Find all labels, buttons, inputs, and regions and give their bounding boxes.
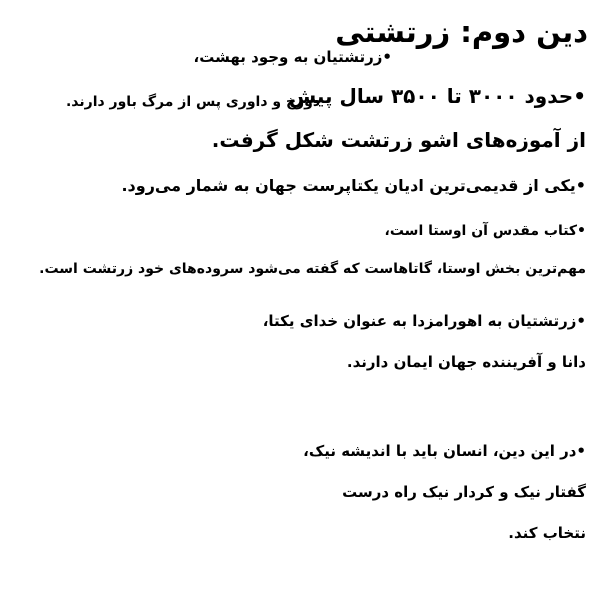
- page-title: دین دوم: زرتشتی: [335, 15, 588, 49]
- line-good-2: گفتار نیک و کردار نیک راه درست: [342, 483, 586, 501]
- line-holy-book: •کتاب مقدس آن اوستا است،: [384, 223, 586, 239]
- line-age: •حدود ۳۰۰۰ تا ۳۵۰۰ سال پیش: [288, 84, 586, 108]
- line-heaven-belief: •زرتشتیان به وجود بهشت،: [193, 48, 392, 66]
- line-ahura-mazda-1: •زرتشتیان به اهورامزدا به عنوان خدای یکتا،: [262, 312, 586, 330]
- line-oldest-monotheist: •یکی از قدیمی‌ترین ادیان یکتاپرست جهان به شمار می‌رود.: [121, 176, 586, 195]
- line-gathas: مهم‌ترین بخش اوستا، گاتاهاست که گفته می‌شود سروده‌های خود زرتشت است.: [39, 261, 586, 277]
- line-teachings: از آموزه‌های اشو زرتشت شکل گرفت.: [211, 128, 586, 152]
- line-good-1: •در این دین، انسان باید با اندیشه نیک،: [303, 442, 586, 460]
- line-ahura-mazda-2: دانا و آفریننده جهان ایمان دارند.: [346, 353, 586, 371]
- line-good-3: نتخاب کند.: [508, 524, 586, 542]
- line-hell-judgement: دوزخ و داوری پس از مرگ باور دارند.: [65, 94, 320, 110]
